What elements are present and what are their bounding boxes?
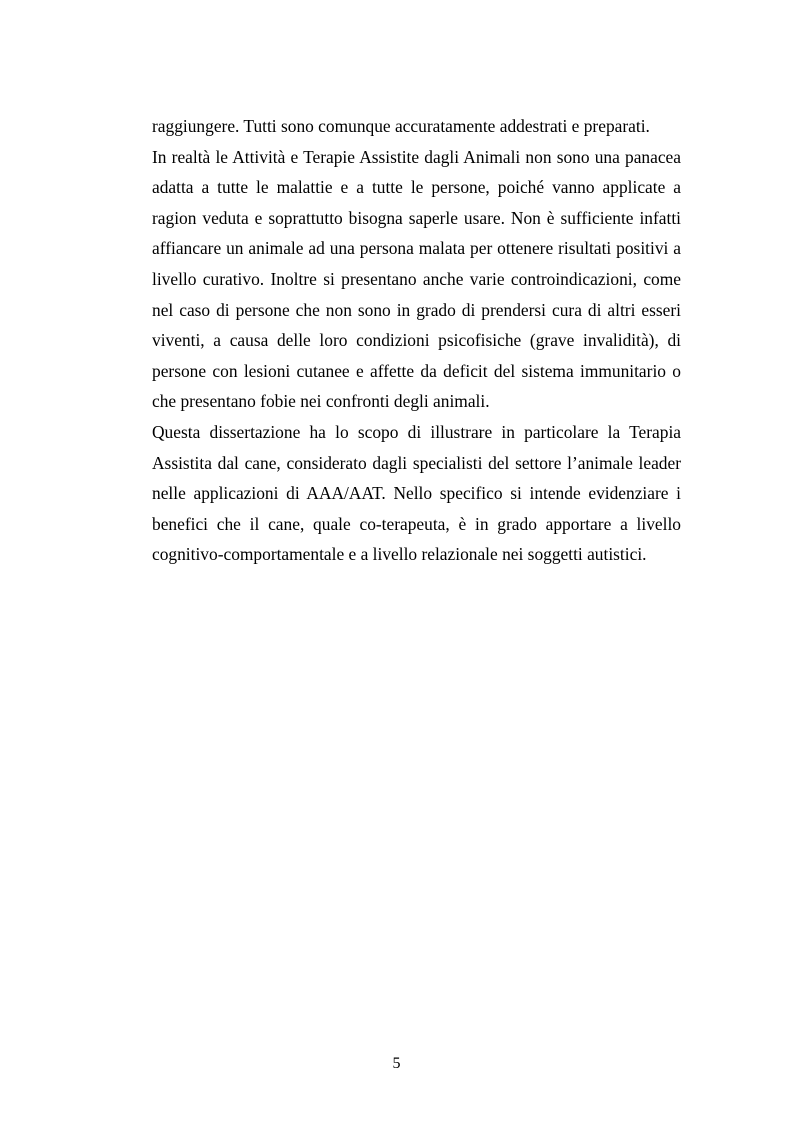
paragraph-3: Questa dissertazione ha lo scopo di illustrare in particolare la Terapia Assistita dal cane, considerato dagli specialisti del settore l’animale leader nelle applicazioni di AAA/AAT. Nello specifico si intende evidenziare i benefici che il cane, quale co-terapeuta, è in grado apportare a livello cognitivo-comportamentale e a livello relazionale nei soggetti autistici.: [152, 421, 681, 565]
body-text: [152, 111, 681, 570]
paragraph-1: raggiungere. Tutti sono comunque accuratamente addestrati e preparati.: [152, 116, 650, 136]
page-number: 5: [392, 1055, 401, 1072]
paragraph-2: In realtà le Attività e Terapie Assistite dagli Animali non sono una panacea adatta a tutte le malattie e a tutte le persone, poiché vanno applicate a ragion veduta e soprattutto bisogna saperle usare. Non è sufficiente infatti affiancare un animale ad una persona malata per ottenere risultati positivi a livello curativo. Inoltre si presentano anche varie controindicazioni, come nel caso di persone che non sono in grado di prendersi cura di altri esseri viventi, a causa delle loro condizioni psicofisiche (grave invalidità), di persone con lesioni cutanee e affette da deficit del sistema immunitario o che presentano fobie nei confronti degli animali.: [152, 146, 681, 412]
